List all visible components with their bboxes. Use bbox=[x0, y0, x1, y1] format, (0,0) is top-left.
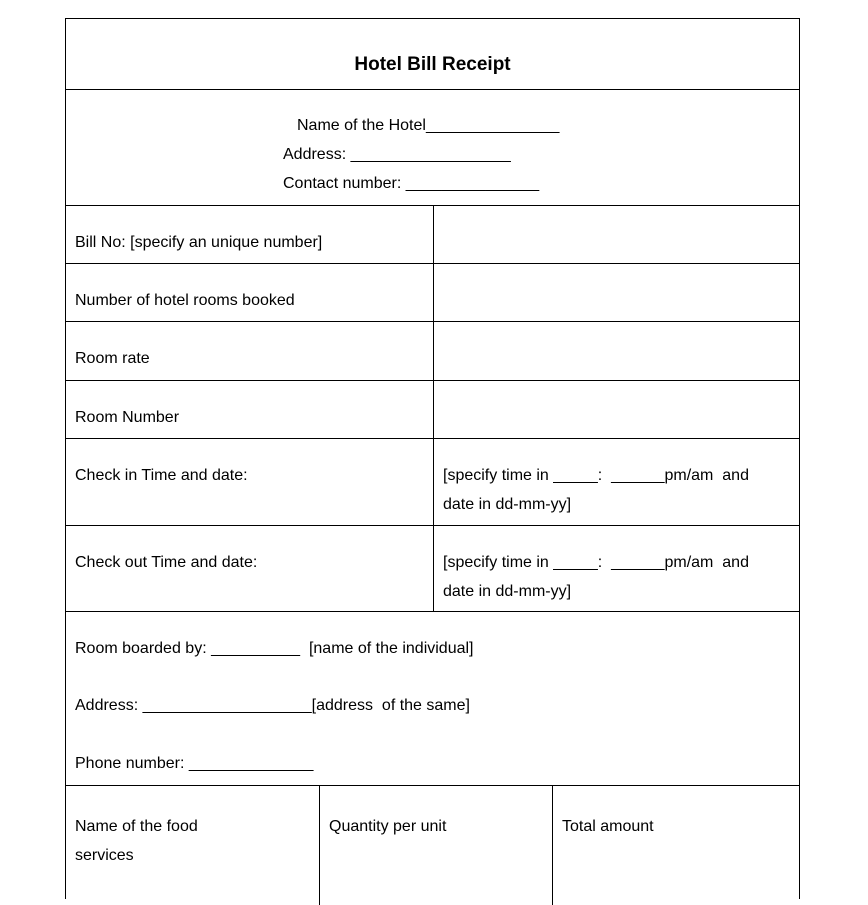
rooms-booked-label-cell bbox=[66, 264, 434, 321]
food-table-header-row bbox=[66, 785, 799, 905]
total-amount-header-cell bbox=[553, 786, 799, 905]
boarder-info-section bbox=[66, 611, 799, 785]
table-row-check-out bbox=[66, 525, 799, 611]
table-row-room-number bbox=[66, 380, 799, 438]
bill-no-label-cell bbox=[66, 206, 434, 263]
check-out-value-line2: date in dd-mm-yy] bbox=[443, 583, 572, 600]
quantity-header: Quantity per unit bbox=[329, 818, 447, 835]
bill-no-value-cell[interactable] bbox=[434, 206, 799, 263]
room-rate-label: Room rate bbox=[75, 350, 150, 367]
bill-no-label: Bill No: [specify an unique number] bbox=[75, 234, 323, 251]
room-number-value-cell[interactable] bbox=[434, 381, 799, 438]
room-number-label-cell bbox=[66, 381, 434, 438]
check-out-value-line1: [specify time in _____: ______pm/am and bbox=[443, 554, 749, 571]
check-out-label: Check out Time and date: bbox=[75, 554, 258, 571]
table-row-bill-no bbox=[66, 205, 799, 263]
quantity-header-cell bbox=[320, 786, 553, 905]
check-out-label-cell bbox=[66, 526, 434, 611]
rooms-booked-value-cell[interactable] bbox=[434, 264, 799, 321]
boarder-address-line: Address: ___________________[address of the same] bbox=[75, 697, 470, 714]
page-title: Hotel Bill Receipt bbox=[354, 54, 511, 75]
rooms-booked-label: Number of hotel rooms booked bbox=[75, 292, 295, 309]
room-rate-value-cell[interactable] bbox=[434, 322, 799, 380]
hotel-contact-line: Contact number: _______________ bbox=[283, 175, 540, 192]
hotel-address-line: Address: __________________ bbox=[283, 146, 511, 163]
boarder-phone-line: Phone number: ______________ bbox=[75, 755, 314, 772]
hotel-name-line: Name of the Hotel_______________ bbox=[297, 117, 560, 134]
room-number-label: Room Number bbox=[75, 409, 180, 426]
table-row-rooms-booked bbox=[66, 263, 799, 321]
check-in-value-line1: [specify time in _____: ______pm/am and bbox=[443, 467, 749, 484]
check-out-value-cell[interactable] bbox=[434, 526, 799, 611]
check-in-label-cell bbox=[66, 439, 434, 525]
food-name-header: Name of the food services bbox=[75, 818, 198, 864]
check-in-value-line2: date in dd-mm-yy] bbox=[443, 496, 572, 513]
receipt-form bbox=[65, 18, 800, 899]
hotel-info-section bbox=[66, 89, 799, 205]
room-boarded-by-line: Room boarded by: __________ [name of the individual] bbox=[75, 640, 474, 657]
table-row-room-rate bbox=[66, 321, 799, 380]
food-name-header-cell bbox=[66, 786, 320, 905]
room-rate-label-cell bbox=[66, 322, 434, 380]
check-in-value-cell[interactable] bbox=[434, 439, 799, 525]
check-in-label: Check in Time and date: bbox=[75, 467, 248, 484]
total-amount-header: Total amount bbox=[562, 818, 654, 835]
table-row-check-in bbox=[66, 438, 799, 525]
